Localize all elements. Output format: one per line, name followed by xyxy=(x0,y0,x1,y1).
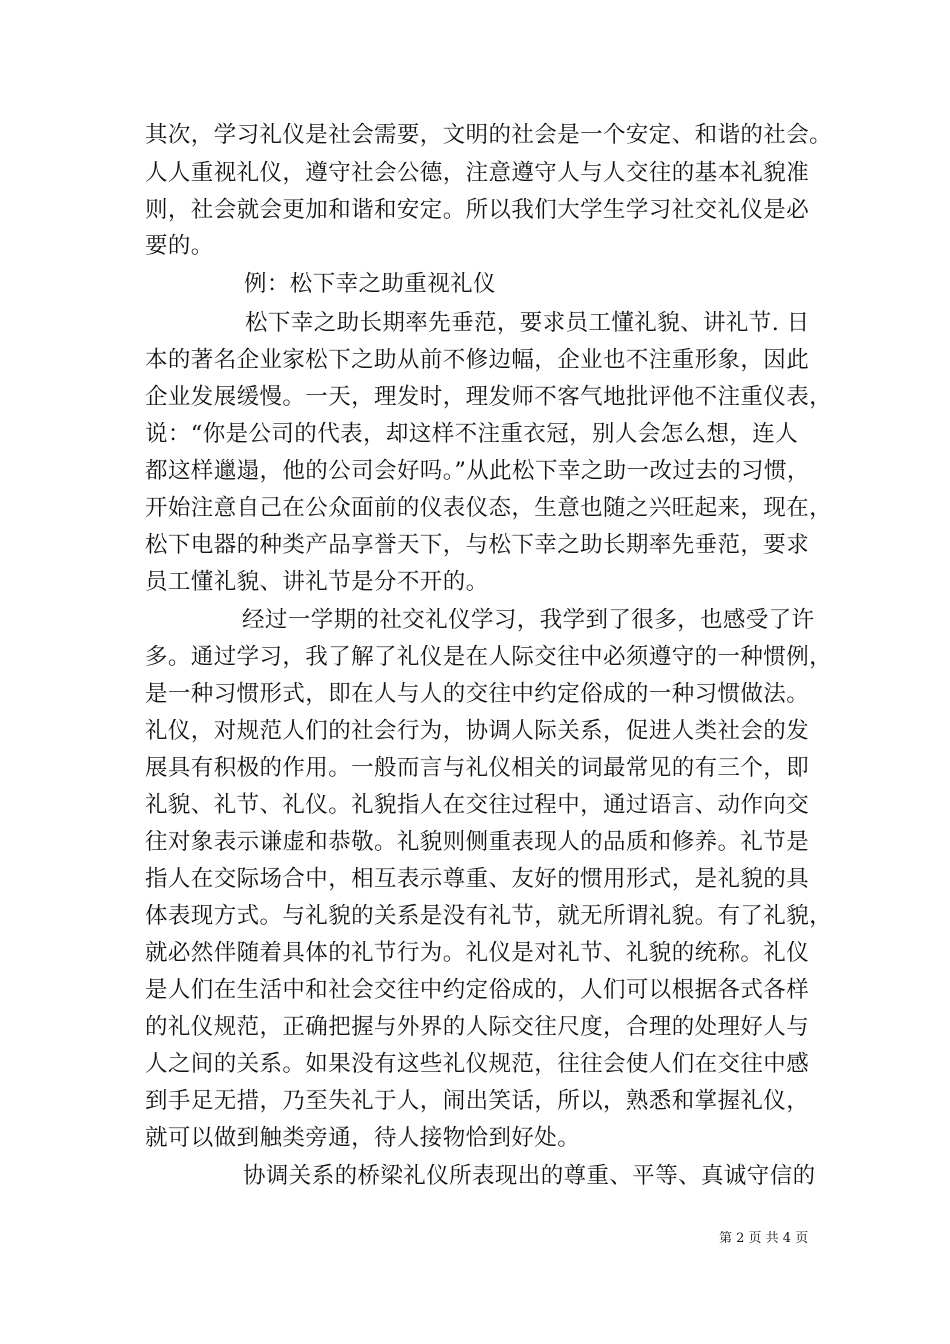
text-line: 本的著名企业家松下之助从前不修边幅，企业也不注重形象，因此 xyxy=(145,347,810,373)
text-line: 的礼仪规范，正确把握与外界的人际交往尺度，合理的处理好人与 xyxy=(145,1014,810,1040)
page-footer: 第 2 页 共 4 页 xyxy=(719,1231,809,1246)
text-line: 则，社会就会更加和谐和安定。所以我们大学生学习社交礼仪是必 xyxy=(145,197,810,223)
text-line: 体表现方式。与礼貌的关系是没有礼节，就无所谓礼貌。有了礼貌， xyxy=(145,903,833,929)
text-line: 礼貌、礼节、礼仪。礼貌指人在交往过程中，通过语言、动作向交 xyxy=(145,792,810,818)
text-line: 就可以做到触类旁通，待人接物恰到好处。 xyxy=(145,1125,581,1151)
text-line: 经过一学期的社交礼仪学习，我学到了很多，也感受了许 xyxy=(242,607,815,633)
text-line: 人之间的关系。如果没有这些礼仪规范，往往会使人们在交往中感 xyxy=(145,1051,810,1077)
text-line: 往对象表示谦虚和恭敬。礼貌则侧重表现人的品质和修养。礼节是 xyxy=(145,829,810,855)
text-line: 松下幸之助长期率先垂范，要求员工懂礼貌、讲礼节. 日 xyxy=(245,310,810,336)
text-line: 要的。 xyxy=(145,233,214,259)
text-line: 开始注意自己在公众面前的仪表仪态，生意也随之兴旺起来，现在， xyxy=(145,495,833,521)
text-line: 员工懂礼貌、讲礼节是分不开的。 xyxy=(145,569,489,595)
text-line: 就必然伴随着具体的礼节行为。礼仪是对礼节、礼貌的统称。礼仪 xyxy=(145,940,810,966)
text-line: 企业发展缓慢。一天，理发时，理发师不客气地批评他不注重仪表， xyxy=(145,384,833,410)
text-line: 多。通过学习，我了解了礼仪是在人际交往中必须遵守的一种惯例， xyxy=(145,644,833,670)
text-line: 协调关系的桥梁礼仪所表现出的尊重、平等、真诚守信的 xyxy=(243,1163,816,1189)
text-line: 礼仪，对规范人们的社会行为，协调人际关系，促进人类社会的发 xyxy=(145,718,810,744)
text-line: 是一种习惯形式，即在人与人的交往中约定俗成的一种习惯做法。 xyxy=(145,681,810,707)
example-heading: 例：松下幸之助重视礼仪 xyxy=(244,271,496,297)
text-line: 指人在交际场合中，相互表示尊重、友好的惯用形式，是礼貌的具 xyxy=(145,866,810,892)
text-line: 是人们在生活中和社会交往中约定俗成的，人们可以根据各式各样 xyxy=(145,977,810,1003)
text-line: 说：“你是公司的代表，却这样不注重衣冠，别人会怎么想，连人 xyxy=(145,421,799,447)
text-line: 松下电器的种类产品享誉天下，与松下幸之助长期率先垂范，要求 xyxy=(145,532,810,558)
text-line: 到手足无措，乃至失礼于人，闹出笑话，所以，熟悉和掌握礼仪， xyxy=(145,1088,810,1114)
text-line: 其次，学习礼仪是社会需要，文明的社会是一个安定、和谐的社会。 xyxy=(145,122,833,148)
text-line: 都这样邋遢，他的公司会好吗。”从此松下幸之助一改过去的习惯， xyxy=(145,458,810,484)
text-line: 人人重视礼仪，遵守社会公德，注意遵守人与人交往的基本礼貌准 xyxy=(145,160,810,186)
text-line: 展具有积极的作用。一般而言与礼仪相关的词最常见的有三个，即 xyxy=(145,755,810,781)
